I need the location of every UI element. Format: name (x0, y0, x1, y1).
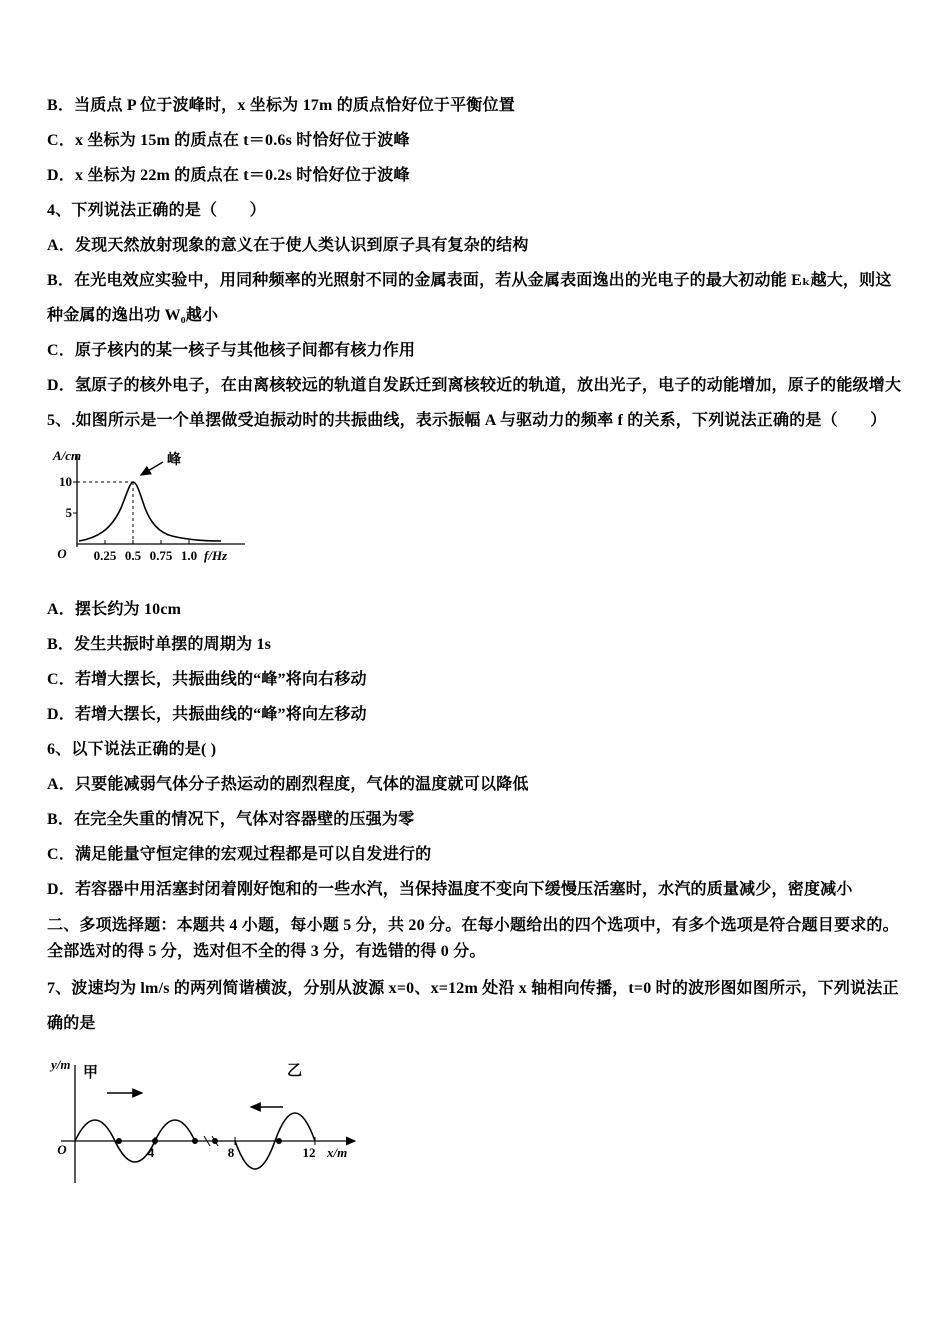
x-tick-075: 0.75 (149, 548, 173, 563)
y-axis-label: y/m (51, 1057, 71, 1072)
q5-option-b: B．发生共振时单摆的周期为 1s (47, 636, 272, 653)
peak-label: 峰 (167, 453, 181, 468)
resonance-curve-figure (47, 444, 906, 572)
origin-label: O (57, 546, 67, 561)
q5-option-d: D．若增大摆长，共振曲线的“峰”将向左移动 (47, 706, 367, 723)
q4-option-d: D．氢原子的核外电子，在由离核较远的轨道自发跃迁到离核较近的轨道，放出光子，电子的动能增加，原子的能级增大 (47, 377, 902, 394)
q4-option-a: A．发现天然放射现象的意义在于使人类认识到原子具有复杂的结构 (47, 237, 529, 254)
q3-option-c: C．x 坐标为 15m 的质点在 t＝0.6s 时恰好位于波峰 (47, 132, 410, 149)
x-tick-05: 0.5 (124, 548, 142, 563)
x-axis-label: x/m (327, 1145, 348, 1160)
q5-option-c: C．若增大摆长，共振曲线的“峰”将向右移动 (47, 671, 367, 688)
q6-option-a: A．只要能减弱气体分子热运动的剧烈程度，气体的温度就可以降低 (47, 776, 529, 793)
resonance-curve (79, 482, 221, 541)
q5-option-a: A．摆长约为 10cm (47, 601, 182, 618)
wave-jia-label: 甲 (83, 1065, 99, 1081)
wave-figure (47, 1051, 906, 1201)
x-tick-12: 12 (302, 1145, 316, 1160)
q3-option-b: B．当质点 P 位于波峰时，x 坐标为 17m 的质点恰好位于平衡位置 (47, 97, 515, 114)
q3-option-d: D．x 坐标为 22m 的质点在 t＝0.2s 时恰好位于波峰 (47, 167, 410, 184)
resonance-curve-svg (47, 444, 277, 572)
y-tick-5: 5 (65, 505, 72, 520)
peak-arrow (141, 462, 163, 475)
x-tick-025: 0.25 (93, 548, 117, 563)
q4-stem: 4、下列说法正确的是（ ） (47, 202, 266, 219)
q4-option-c: C．原子核内的某一核子与其他核子间都有核力作用 (47, 342, 416, 359)
y-axis-label: A/cm (53, 448, 82, 463)
x-tick-4: 4 (147, 1145, 155, 1160)
q6-option-b: B．在完全失重的情况下，气体对容器壁的压强为零 (47, 811, 415, 828)
section2-header: 二、多项选择题：本题共 4 小题，每小题 5 分，共 20 分。在每小题给出的四个选项中，有多个选项是符合题目要求的。全部选对的得 5 分，选对但不全的得 3 分，有选错的得 0 分。 (47, 917, 899, 960)
wave-yi-label: 乙 (287, 1063, 303, 1079)
q5-stem: 5、.如图所示是一个单摆做受迫振动时的共振曲线，表示振幅 A 与驱动力的频率 f 的关系，下列说法正确的是（ ） (47, 412, 887, 429)
q6-stem: 6、以下说法正确的是( ) (47, 741, 217, 758)
y-tick-10: 10 (59, 474, 72, 489)
q7-stem: 7、波速均为 lm/s 的两列简谐横波，分别从波源 x=0、x=12m 处沿 x 轴相向传播，t=0 时的波形图如图所示，下列说法正确的是 (47, 980, 899, 1032)
x-axis-label: f/Hz (204, 548, 228, 563)
origin-label: O (57, 1142, 67, 1157)
x-tick-10: 1.0 (180, 548, 198, 563)
q4-option-b: B．在光电效应实验中，用同种频率的光照射不同的金属表面，若从金属表面逸出的光电子的最大初动能 Eₖ越大，则这种金属的逸出功 W₀越小 (47, 272, 892, 324)
wave-svg (47, 1051, 377, 1201)
x-tick-8: 8 (227, 1145, 235, 1160)
q6-option-c: C．满足能量守恒定律的宏观过程都是可以自发进行的 (47, 846, 432, 863)
q6-option-d: D．若容器中用活塞封闭着刚好饱和的一些水汽，当保持温度不变向下缓慢压活塞时，水汽的质量减少，密度减小 (47, 881, 853, 898)
